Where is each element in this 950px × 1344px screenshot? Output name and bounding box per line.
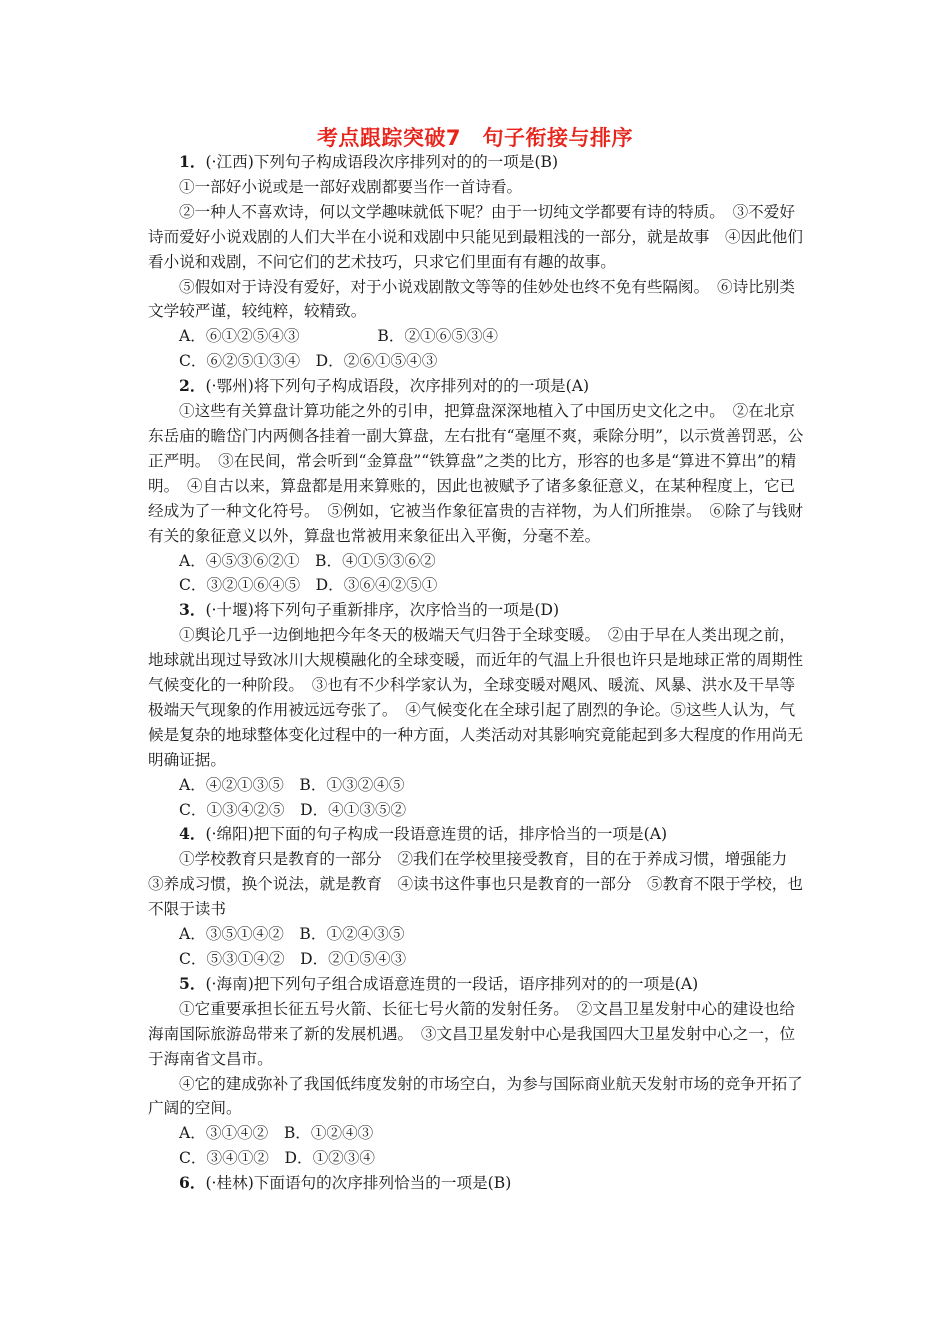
question-1: [148, 150, 808, 374]
page-title: 考点跟踪突破7 句子衔接与排序: [316, 126, 634, 150]
question-2: [148, 374, 808, 598]
question-number: 4: [179, 824, 190, 844]
question-text: (·绵阳)把下面的句子构成一段语意连贯的话，排序恰当的一项是(A): [205, 825, 668, 844]
question-stem: 4．(·绵阳)把下面的句子构成一段语意连贯的话，排序恰当的一项是(A): [179, 824, 668, 844]
question-paragraph: ①学校教育只是教育的一部分 ②我们在学校里接受教育，目的在于养成习惯，增强能力 ③养成习惯，换个说法，就是教育 ④读书这件事也只是教育的一部分 ⑤教育不限于学校，也不限于读书: [148, 850, 803, 919]
question-6: [148, 1171, 808, 1196]
question-number: 2: [179, 376, 190, 396]
question-paragraph: ④它的建成弥补了我国低纬度发射的市场空白，为参与国际商业航天发射市场的竞争开拓了广阔的空间。: [148, 1074, 803, 1118]
answer-options: A．⑥①②⑤④③ B．②①⑥⑤③④: [179, 327, 499, 346]
question-text: (·十堰)将下列句子重新排序，次序恰当的一项是(D): [205, 601, 560, 620]
question-4: [148, 822, 808, 971]
question-paragraph: ①舆论几乎一边倒地把今年冬天的极端天气归咎于全球变暖。 ②由于早在人类出现之前，地球就出现过导致冰川大规模融化的全球变暖，而近年的气温上升很也许只是地球正常的周期性气候变化的一种阶段。 ③也有不少科学家认为，全球变暖对飓风、暖流、风暴、洪水及干旱等极端天气现象的作用被远远夸张了。 ④气候变化在全球引起了剧烈的争论。⑤这些人认为，气候是复杂的地球整体变化过程中的一种方面，人类活动对其影响究竟能起到多大程度的作用尚无明确证据。: [148, 626, 803, 769]
question-text: (·桂林)下面语句的次序排列恰当的一项是(B): [205, 1174, 512, 1193]
answer-options: C．⑤③①④② D．②①⑤④③: [179, 950, 407, 968]
question-3: [148, 598, 808, 822]
answer-options: C．①③④②⑤ D．④①③⑤②: [179, 800, 407, 819]
question-paragraph: ①一部好小说或是一部好戏剧都要当作一首诗看。: [179, 177, 523, 196]
question-stem: 2．(·鄂州)将下列句子构成语段，次序排列对的的一项是(A): [179, 376, 590, 396]
answer-options: A．④⑤③⑥②① B．④①⑤③⑥②: [179, 551, 436, 570]
question-paragraph: ⑤假如对于诗没有爱好，对于小说戏剧散文等等的佳妙处也终不免有些隔阂。 ⑥诗比别类文学较严谨，较纯粹，较精致。: [148, 277, 795, 321]
question-number: 6: [179, 1173, 190, 1193]
question-text: (·江西)下列句子构成语段次序排列对的的一项是(B): [205, 153, 559, 171]
question-number: 1: [179, 152, 190, 171]
question-stem: 1．(·江西)下列句子构成语段次序排列对的的一项是(B): [179, 152, 559, 171]
answer-options: A．③⑤①④② B．①②④③⑤: [179, 925, 405, 944]
answer-options: C．⑥②⑤①③④ D．②⑥①⑤④③: [179, 352, 438, 371]
question-list: [148, 150, 808, 1196]
answer-options: A．④②①③⑤ B．①③②④⑤: [179, 775, 405, 794]
question-paragraph: ①这些有关算盘计算功能之外的引申，把算盘深深地植入了中国历史文化之中。 ②在北京东岳庙的瞻岱门内两侧各挂着一副大算盘，左右批有“毫厘不爽，乘除分明”，以示赏善罚恶，公正严明。 ③在民间，常会听到“金算盘”“铁算盘”之类的比方，形容的也多是“算进不算出”的精明。 ④自古以来，算盘都是用来算账的，因此也被赋予了诸多象征意义，在某种程度上，它已经成为了一种文化符号。 ⑤例如，它被当作象征富贵的吉祥物，为人们所推崇。 ⑥除了与钱财有关的象征意义以外，算盘也常被用来象征出入平衡，分毫不差。: [148, 402, 804, 545]
question-text: (·海南)把下列句子组合成语意连贯的一段话，语序排列对的的一项是(A): [205, 974, 699, 993]
question-number: 5: [179, 973, 190, 993]
answer-options: A．③①④② B．①②④③: [179, 1124, 374, 1143]
answer-options: C．③②①⑥④⑤ D．③⑥④②⑤①: [179, 576, 438, 595]
question-stem: 6．(·桂林)下面语句的次序排列恰当的一项是(B): [179, 1173, 512, 1193]
question-5: [148, 972, 808, 1171]
question-number: 3: [179, 600, 190, 620]
question-paragraph: ②一种人不喜欢诗，何以文学趣味就低下呢？由于一切纯文学都要有诗的特质。 ③不爱好诗而爱好小说戏剧的人们大半在小说和戏剧中只能见到最粗浅的一部分，就是故事 ④因此他们看小说和戏剧，不问它们的艺术技巧，只求它们里面有有趣的故事。: [148, 202, 803, 271]
answer-options: C．③④①② D．①②③④: [179, 1149, 375, 1168]
question-paragraph: ①它重要承担长征五号火箭、长征七号火箭的发射任务。 ②文昌卫星发射中心的建设也给海南国际旅游岛带来了新的发展机遇。 ③文昌卫星发射中心是我国四大卫星发射中心之一，位于海南省文昌市。: [148, 999, 796, 1068]
question-stem: 3．(·十堰)将下列句子重新排序，次序恰当的一项是(D): [179, 600, 560, 620]
question-text: (·鄂州)将下列句子构成语段，次序排列对的的一项是(A): [205, 377, 590, 396]
question-stem: 5．(·海南)把下列句子组合成语意连贯的一段话，语序排列对的的一项是(A): [179, 973, 699, 993]
